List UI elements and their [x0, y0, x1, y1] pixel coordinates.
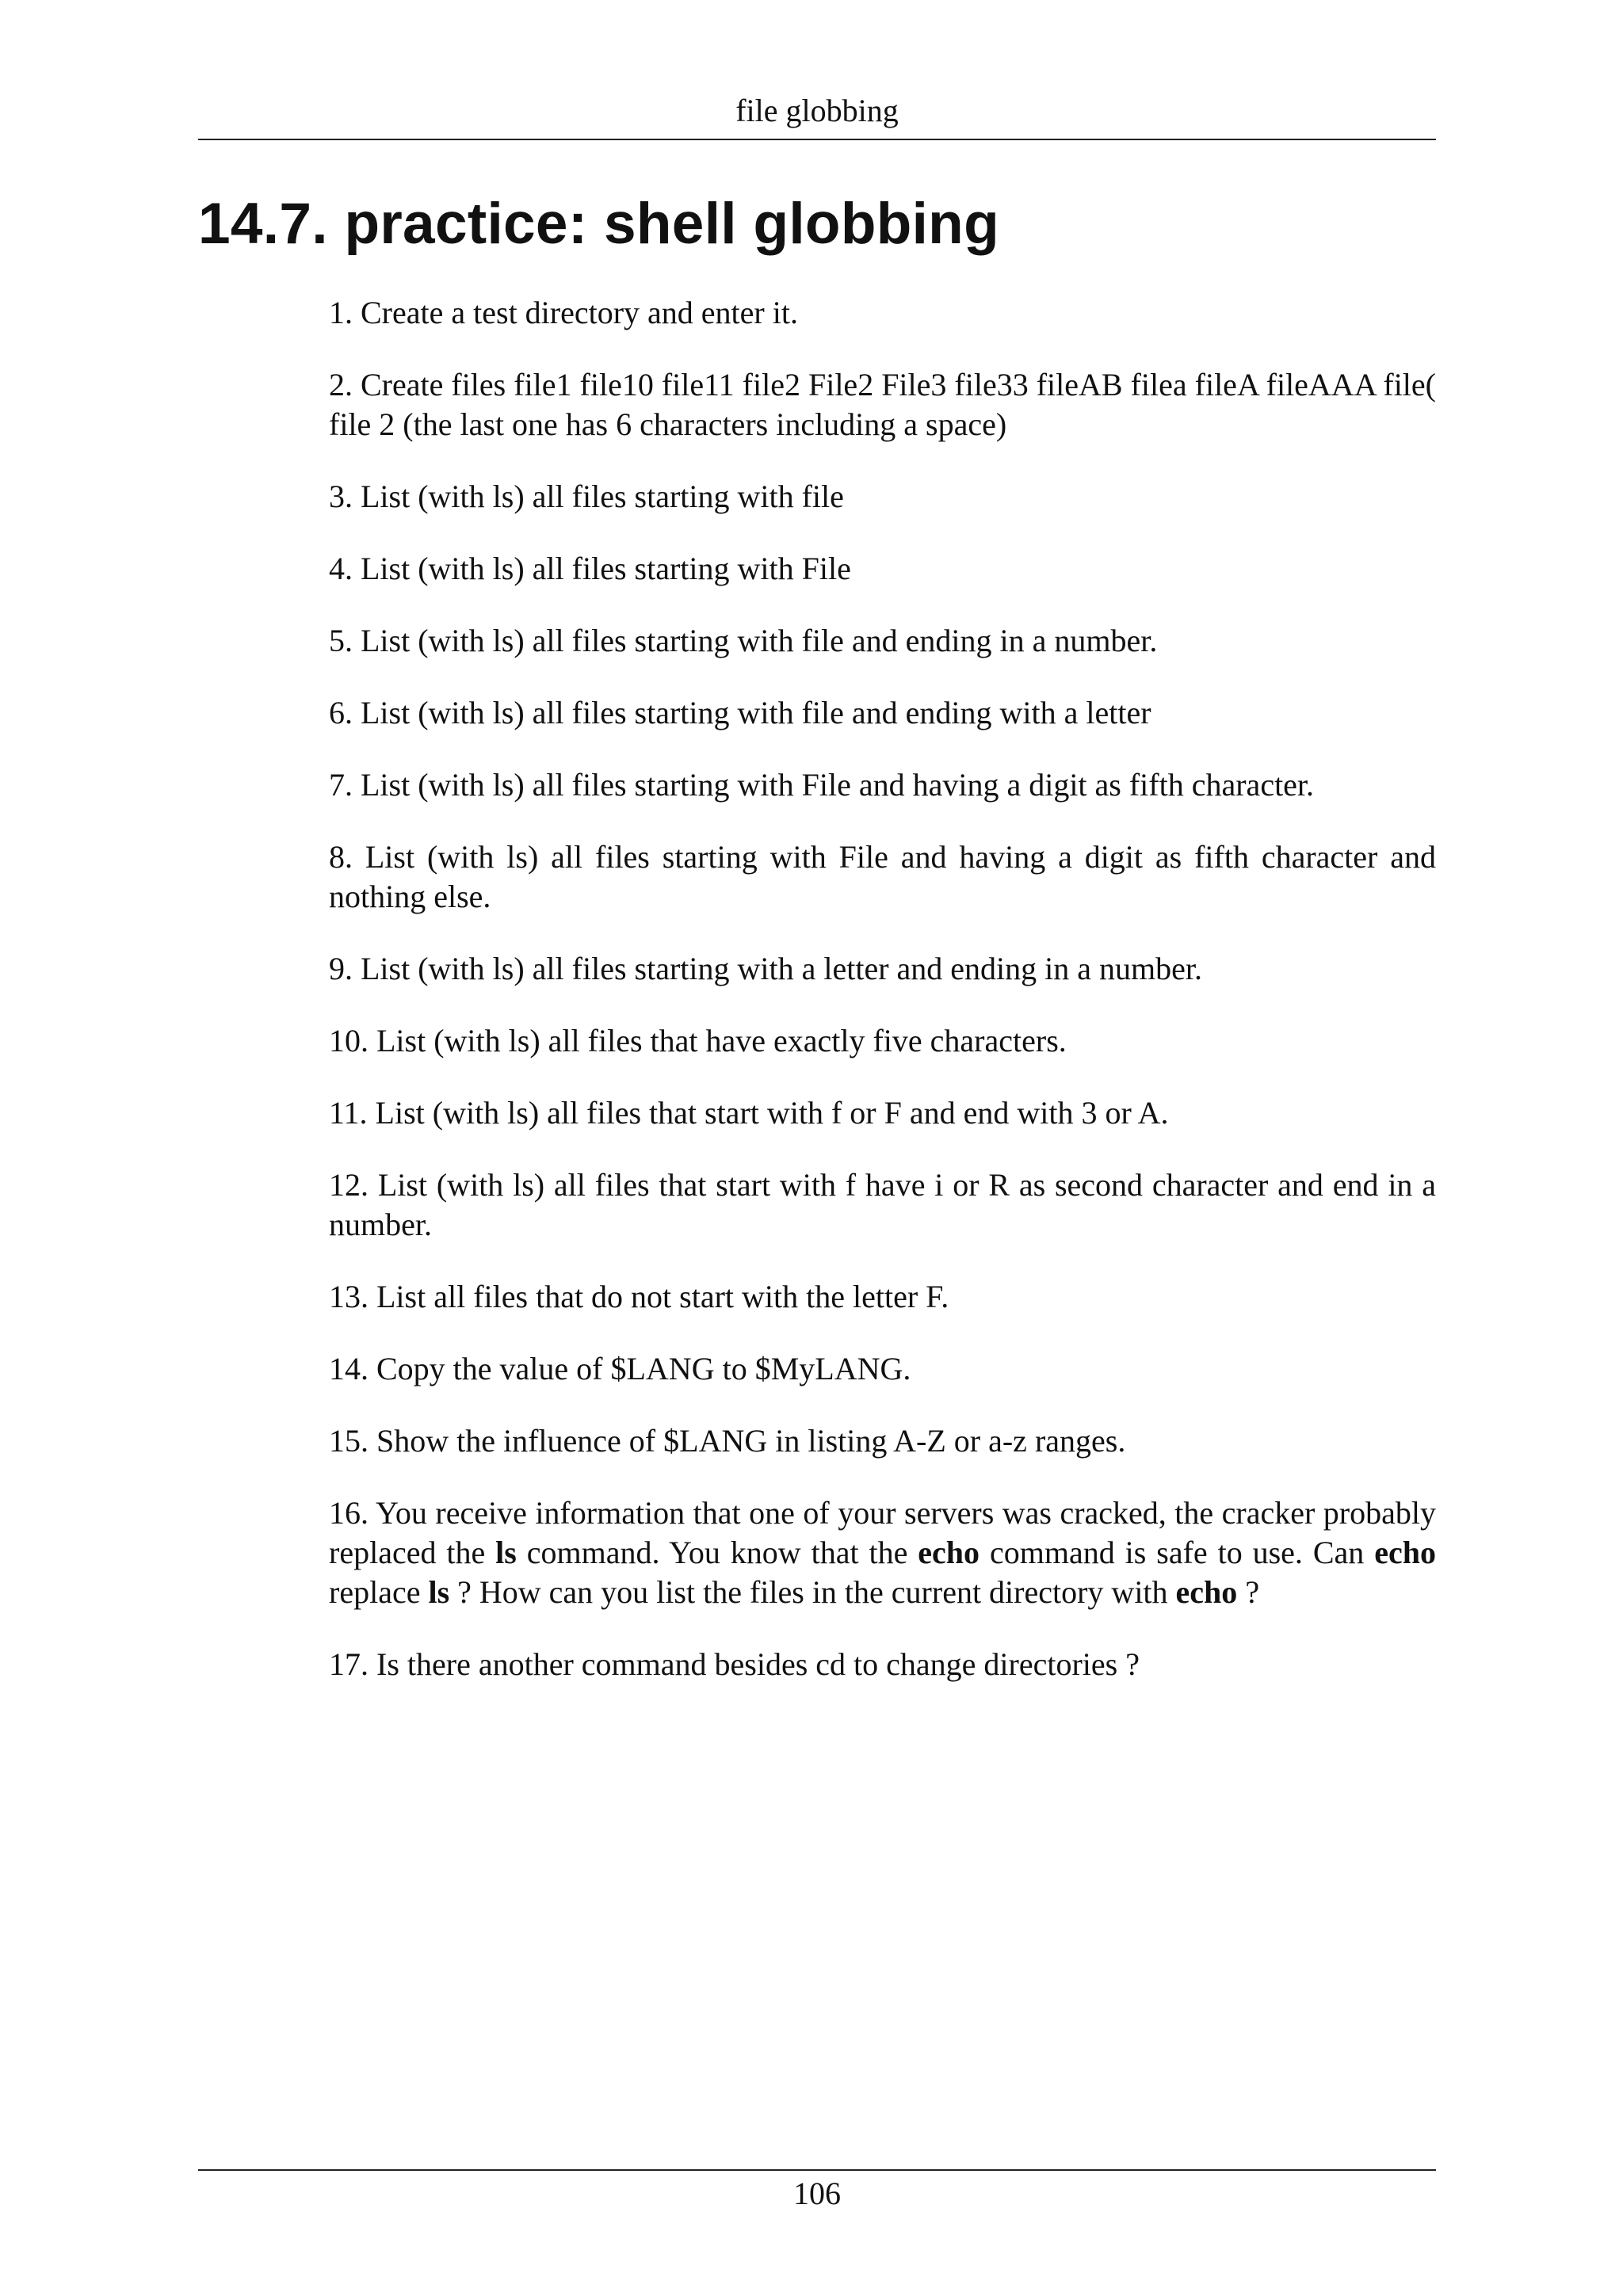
- exercise-text: 8. List (with ls) all files starting with File and having a digit as fifth character and nothing else.: [329, 839, 1436, 914]
- exercise-text: 16. You receive information that one of your servers was cracked, the cracker probably replaced the: [329, 1495, 1436, 1570]
- command-name: echo: [918, 1535, 980, 1570]
- exercise-item: [329, 293, 1436, 333]
- exercise-item: [329, 765, 1436, 805]
- exercise-text: 15. Show the influence of $LANG in listing A-Z or a-z ranges.: [329, 1423, 1126, 1459]
- exercise-item: [329, 1349, 1436, 1389]
- command-name: ls: [428, 1574, 450, 1610]
- exercise-item: [329, 1277, 1436, 1317]
- exercise-text: 5. List (with ls) all files starting with file and ending in a number.: [329, 623, 1158, 658]
- exercise-text: 2. Create files file1 file10 file11 file2 File2 File3 file33 fileAB filea fileA fileAAA file( file 2 (the last one has 6 characters including a space): [329, 367, 1436, 442]
- section-title: 14.7. practice: shell globbing: [198, 192, 999, 256]
- exercise-text: 4. List (with ls) all files starting with File: [329, 551, 851, 586]
- exercise-text: ?: [1237, 1574, 1260, 1610]
- exercise-text: 14. Copy the value of $LANG to $MyLANG.: [329, 1351, 911, 1386]
- exercise-text: command. You know that the: [516, 1535, 918, 1570]
- exercise-item: [329, 477, 1436, 517]
- exercise-text: replace: [329, 1574, 429, 1610]
- exercise-text: 17. Is there another command besides cd to change directories ?: [329, 1646, 1140, 1682]
- exercise-item: [329, 1493, 1436, 1612]
- exercise-text: 11. List (with ls) all files that start with f or F and end with 3 or A.: [329, 1095, 1169, 1131]
- header-divider: [198, 139, 1436, 140]
- exercise-item: [329, 549, 1436, 589]
- exercise-item: [329, 1421, 1436, 1461]
- exercise-text: 1. Create a test directory and enter it.: [329, 295, 798, 330]
- exercise-text: 10. List (with ls) all files that have exactly five characters.: [329, 1023, 1067, 1058]
- command-name: echo: [1175, 1574, 1238, 1610]
- exercise-text: 3. List (with ls) all files starting with file: [329, 479, 844, 514]
- exercise-item: [329, 837, 1436, 917]
- exercise-text: ? How can you list the files in the current directory with: [449, 1574, 1176, 1610]
- exercise-text: 12. List (with ls) all files that start with f have i or R as second character and end in a number.: [329, 1167, 1436, 1242]
- command-name: echo: [1374, 1535, 1436, 1570]
- exercise-item: [329, 1165, 1436, 1245]
- exercise-item: [329, 1645, 1436, 1684]
- exercise-item: [329, 621, 1436, 661]
- exercise-item: [329, 1021, 1436, 1061]
- exercise-item: [329, 1093, 1436, 1133]
- exercise-text: 9. List (with ls) all files starting with a letter and ending in a number.: [329, 951, 1202, 986]
- running-header: file globbing: [735, 93, 899, 128]
- exercise-text: command is safe to use. Can: [980, 1535, 1375, 1570]
- command-name: ls: [495, 1535, 517, 1570]
- footer-divider: [198, 2169, 1436, 2171]
- exercise-item: [329, 365, 1436, 444]
- exercise-list: [329, 293, 1436, 1717]
- page-number: 106: [793, 2176, 841, 2211]
- exercise-item: [329, 949, 1436, 989]
- exercise-item: [329, 693, 1436, 733]
- exercise-text: 7. List (with ls) all files starting with File and having a digit as fifth character.: [329, 767, 1315, 803]
- exercise-text: 13. List all files that do not start with the letter F.: [329, 1279, 949, 1314]
- exercise-text: 6. List (with ls) all files starting with file and ending with a letter: [329, 695, 1151, 730]
